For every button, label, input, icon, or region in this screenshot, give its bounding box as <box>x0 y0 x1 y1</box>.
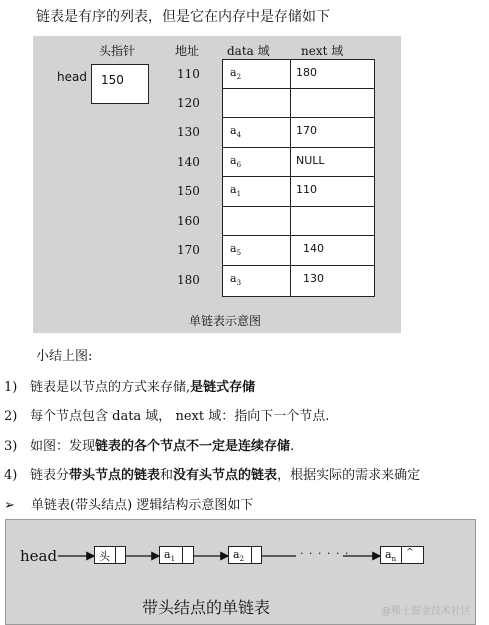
point-number: 4) <box>4 468 18 483</box>
head-pointer-box <box>91 64 149 104</box>
address-label: 120 <box>177 96 200 110</box>
data-cell <box>223 148 291 176</box>
data-cell <box>223 118 291 147</box>
point-number: 3) <box>4 439 18 454</box>
address-label: 160 <box>177 214 200 228</box>
memory-row <box>223 89 374 118</box>
address-label: 130 <box>177 125 200 139</box>
next-value: 180 <box>296 66 317 79</box>
data-cell <box>223 60 291 88</box>
node-data: $a_n$ <box>385 548 397 564</box>
data-cell <box>223 89 291 117</box>
headed-linked-list-figure <box>5 519 476 625</box>
summary-point <box>4 376 255 395</box>
memory-row <box>223 118 374 148</box>
point-text: . <box>290 439 295 454</box>
head-label: head <box>57 70 87 84</box>
data-value: $a_4$ <box>230 124 242 140</box>
memory-row <box>223 207 374 236</box>
intro-text: 链表是有序的列表，但是它在内存中是存储如下 <box>36 9 330 25</box>
data-value: $a_3$ <box>230 272 242 288</box>
next-value: 110 <box>296 183 317 196</box>
node-divider <box>401 547 402 563</box>
summary-point <box>4 405 329 424</box>
point-number: 2) <box>4 409 18 424</box>
memory-table <box>222 59 375 297</box>
data-cell <box>223 177 291 206</box>
header-next: next 域 <box>301 44 344 58</box>
memory-row <box>223 236 374 266</box>
point-text: ，根据实际的需求来确定 <box>277 468 421 483</box>
next-value: 140 <box>303 242 324 255</box>
bullet-text: 单链表(带头结点) 逻辑结构示意图如下 <box>31 498 254 513</box>
emphasis-text: 是链式存储 <box>190 380 256 395</box>
memory-row <box>223 148 374 177</box>
data-value: $a_2$ <box>230 66 242 82</box>
data-cell <box>223 266 291 296</box>
header-data: data 域 <box>227 44 270 58</box>
figure1-caption: 单链表示意图 <box>189 314 262 328</box>
emphasis-text: 带头节点的链表 <box>69 468 161 483</box>
data-value: $a_1$ <box>230 183 242 199</box>
point-number: 1) <box>4 380 18 395</box>
data-cell <box>223 236 291 265</box>
memory-row <box>223 266 374 296</box>
ellipsis-dots: · · · · · · <box>300 547 350 560</box>
address-label: 150 <box>177 184 200 198</box>
head-pointer-value: 150 <box>101 73 124 87</box>
memory-layout-figure <box>33 36 401 333</box>
next-value: NULL <box>296 154 325 167</box>
data-value: $a_5$ <box>230 242 242 258</box>
data-cell <box>223 207 291 235</box>
summary-title: 小结上图: <box>36 349 93 364</box>
memory-row <box>223 60 374 89</box>
point-text: 每个节点包含 data 域， next 域：指向下一个节点. <box>30 409 330 424</box>
bullet-line <box>4 494 253 513</box>
point-text: 和 <box>160 468 174 483</box>
watermark: @稀土掘金技术社区 <box>381 606 471 617</box>
node-divider <box>182 547 183 563</box>
address-label: 180 <box>177 273 200 287</box>
next-value: 130 <box>303 272 324 285</box>
point-text: 如图：发现 <box>30 439 96 454</box>
emphasis-text: 没有头节点的链表 <box>173 468 278 483</box>
data-value: $a_6$ <box>230 154 242 170</box>
header-head-pointer: 头指针 <box>99 44 136 58</box>
node-divider <box>251 547 252 563</box>
emphasis-text: 链表的各个节点不一定是连续存储 <box>95 439 291 454</box>
node-data: $a_1$ <box>164 548 176 564</box>
summary-point <box>4 464 420 483</box>
list-node <box>380 546 424 564</box>
null-marker: ^ <box>406 548 414 558</box>
figure2-caption: 带头结点的单链表 <box>142 598 271 617</box>
bullet-marker: ➢ <box>4 498 15 513</box>
list-node <box>228 546 262 564</box>
point-text: 链表是以节点的方式来存储, <box>30 380 191 395</box>
address-label: 110 <box>177 67 200 81</box>
node-divider <box>115 547 116 563</box>
address-label: 170 <box>177 243 200 257</box>
list-node <box>159 546 194 564</box>
next-value: 170 <box>296 124 317 137</box>
point-text: 链表分 <box>30 468 70 483</box>
node-data: 头 <box>99 550 110 563</box>
memory-row <box>223 177 374 207</box>
node-data: $a_2$ <box>233 548 245 564</box>
address-label: 140 <box>177 155 200 169</box>
list-head-label: head <box>20 547 58 565</box>
header-address: 地址 <box>175 44 200 58</box>
list-node <box>94 546 126 564</box>
summary-point <box>4 435 294 454</box>
